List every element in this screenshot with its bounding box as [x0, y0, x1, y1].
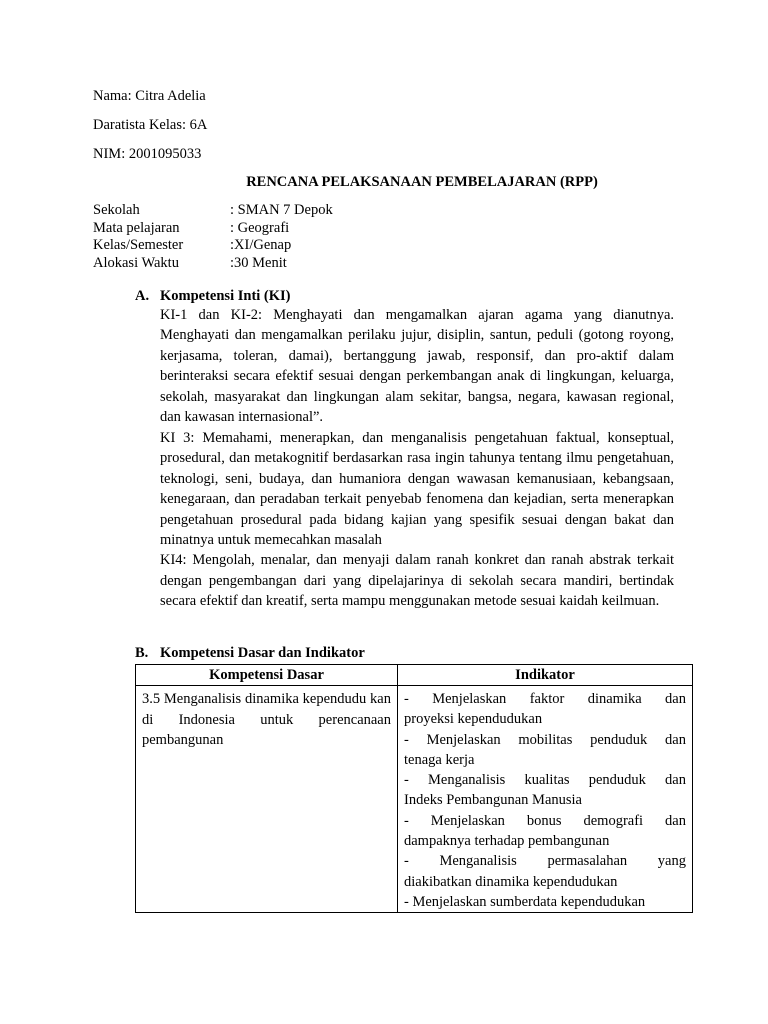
list-item	[404, 689, 686, 730]
indikator-line: - Menganalisis permasalahan yang	[404, 853, 686, 870]
indikator-cell	[398, 686, 693, 913]
info-row-alokasi	[93, 255, 333, 273]
header-kompetensi-dasar: Kompetensi Dasar	[136, 665, 398, 686]
info-row-kelas	[93, 237, 333, 255]
list-item	[404, 730, 686, 771]
indikator-line: - Menganalisis kualitas penduduk dan	[404, 772, 686, 789]
section-b-title: Kompetensi Dasar dan Indikator	[160, 645, 365, 661]
info-label: Mata pelajaran	[93, 219, 180, 236]
section-a-heading	[135, 287, 291, 305]
document-title	[0, 173, 768, 191]
list-item	[404, 892, 686, 912]
info-row-mapel	[93, 220, 333, 238]
info-label: Alokasi Waktu	[93, 254, 179, 271]
indikator-line-cont: proyeksi kependudukan	[404, 711, 543, 728]
info-label: Sekolah	[93, 202, 140, 218]
kd-indikator-table	[135, 664, 693, 913]
table-header-row	[136, 665, 693, 686]
student-nim: NIM: 2001095033	[93, 146, 202, 162]
indikator-line: - Menjelaskan mobilitas penduduk dan	[404, 731, 686, 748]
ki-content	[160, 305, 674, 612]
section-b-heading	[135, 644, 365, 662]
info-value: : Geografi	[230, 219, 290, 236]
list-item	[404, 811, 686, 852]
section-b-letter: B.	[135, 645, 149, 661]
indikator-list	[398, 686, 692, 912]
ki-paragraph-3: KI 3: Memahami, menerapkan, dan menganalisis pengetahuan faktual, konseptual, prosedural, dan metakognitif berdasarkan rasa ingin tahunya tentang ilmu pengetahuan, teknologi, seni, budaya, dan humaniora dengan wawasan kemanusiaan, kebangsaan, kenegaraan, dan peradaban terkait penyebab fenomena dan kejadian, serta menerapkan pengetahuan prosedural pada bidang kajian yang spesifik sesuai dengan bakat dan minatnya untuk memecahkan masalah	[160, 429, 674, 548]
table-row	[136, 686, 693, 913]
list-item	[404, 770, 686, 811]
document-title-text: RENCANA PELAKSANAAN PEMBELAJARAN (RPP)	[246, 174, 598, 190]
header-indikator: Indikator	[398, 665, 693, 686]
student-class: Daratista Kelas: 6A	[93, 117, 208, 133]
indikator-line: - Menjelaskan bonus demografi dan	[404, 812, 686, 829]
indikator-line-cont: dampaknya terhadap pembangunan	[404, 833, 610, 850]
list-item	[404, 851, 686, 892]
kd-cell	[136, 686, 398, 913]
student-name: Nama: Citra Adelia	[93, 88, 206, 104]
info-value: : SMAN 7 Depok	[230, 202, 333, 218]
info-value: :30 Menit	[230, 254, 287, 271]
info-table	[93, 202, 333, 272]
indikator-line-cont: diakibatkan dinamika kependudukan	[404, 873, 618, 890]
indikator-line: - Menjelaskan sumberdata kependudukan	[404, 893, 646, 910]
section-a-title: Kompetensi Inti (KI)	[160, 288, 291, 304]
info-label: Kelas/Semester	[93, 237, 184, 253]
section-a-letter: A.	[135, 288, 150, 304]
ki-paragraph-1: KI-1 dan KI-2: Menghayati dan mengamalkan ajaran agama yang dianutnya. Menghayati dan mengamalkan perilaku jujur, disiplin, santun, peduli (gotong royong, kerjasama, toleran, damai), bertanggung jawab, responsif, dan pro-aktif dalam berinteraksi secara efektif sesuai dengan perkembangan anak di lingkungan, keluarga, sekolah, masyarakat dan lingkungan alam sekitar, bangsa, negara, kawasan regional, dan kawasan internasional”.	[160, 307, 674, 426]
indikator-line-cont: tenaga kerja	[404, 751, 475, 768]
indikator-line: - Menjelaskan faktor dinamika dan	[404, 691, 686, 707]
kd-text: 3.5 Menganalisis dinamika kependudu kan di Indonesia untuk perencanaan pembangunan	[142, 691, 391, 748]
info-row-sekolah	[93, 202, 333, 220]
indikator-line-cont: Indeks Pembangunan Manusia	[404, 792, 582, 809]
ki-paragraph-4: KI4: Mengolah, menalar, dan menyaji dalam ranah konkret dan ranah abstrak terkait dengan pengembangan dari yang dipelajarinya di sekolah secara mandiri, bertindak secara efektif dan kreatif, serta mampu menggunakan metode sesuai kaidah keilmuan.	[160, 552, 674, 610]
info-value: :XI/Genap	[230, 237, 292, 253]
